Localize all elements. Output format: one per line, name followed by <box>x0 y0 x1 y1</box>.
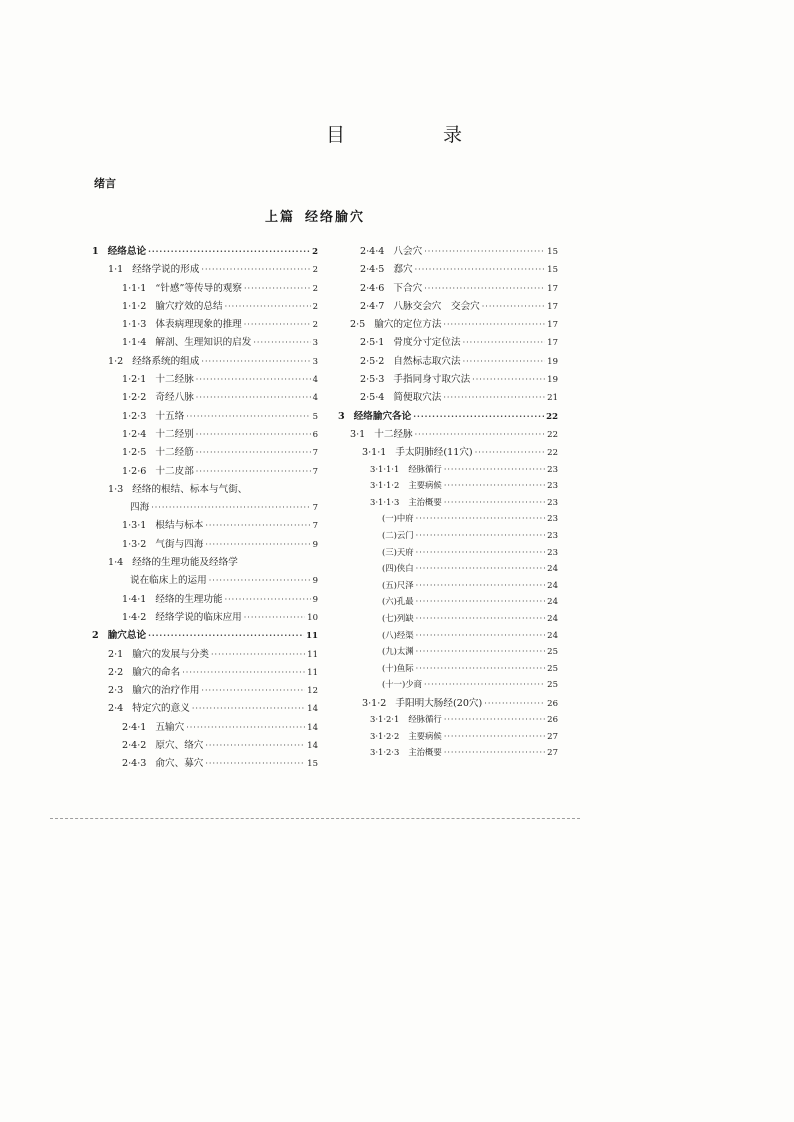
toc-leader-dots <box>472 375 545 384</box>
toc-leader-dots <box>416 564 546 573</box>
toc-entry <box>338 629 558 646</box>
toc-leader-dots <box>484 699 545 708</box>
toc-leader-dots <box>424 284 545 293</box>
toc-entry <box>92 243 318 261</box>
toc-entry <box>92 591 318 609</box>
toc-entry <box>338 562 558 579</box>
toc-entry-page: 23 <box>547 547 558 558</box>
toc-entry <box>92 554 318 572</box>
toc-entry-page: 24 <box>547 630 558 641</box>
toc-entry-title: 腧穴的命名 <box>132 666 181 678</box>
toc-entry-page: 24 <box>547 564 558 575</box>
toc-entry <box>338 463 558 480</box>
toc-leader-dots <box>416 647 546 656</box>
toc-entry-page: 23 <box>547 530 558 541</box>
toc-entry <box>338 316 558 334</box>
toc-leader-dots <box>463 338 546 347</box>
toc-leader-dots <box>475 448 545 457</box>
toc-entry-title: 体表病理现象的推理 <box>155 319 242 331</box>
toc-entry-title: 俞穴、募穴 <box>155 758 204 770</box>
toc-entry-page: 25 <box>547 680 558 691</box>
toc-entry-page: 25 <box>547 647 558 658</box>
toc-leader-dots <box>205 759 305 768</box>
toc-entry <box>92 334 318 352</box>
toc-entry-title: 下合穴 <box>393 282 423 294</box>
toc-entry <box>92 499 318 517</box>
part-title: 经络腧穴 <box>305 210 366 225</box>
toc-leader-dots <box>196 467 311 476</box>
toc-entry <box>92 280 318 298</box>
part-heading <box>265 206 365 225</box>
toc-leader-dots <box>244 613 305 622</box>
toc-entry-number: 2·5·1 <box>360 337 385 349</box>
toc-entry <box>338 426 558 444</box>
toc-entry-title: (二)云门 <box>382 529 414 540</box>
toc-leader-dots <box>415 265 546 274</box>
toc-entry-number: 3·1 <box>350 428 366 440</box>
toc-entry-number: 2·5·2 <box>360 355 385 367</box>
toc-entry-title: 十二经脉 <box>155 374 194 386</box>
toc-entry-number: 2·5 <box>350 319 366 331</box>
toc-entry-title: 手阳明大肠经(20穴) <box>395 697 483 709</box>
toc-entry-title: (八)经渠 <box>382 629 414 640</box>
toc-entry <box>338 371 558 389</box>
toc-entry-title: 十二经筋 <box>155 447 194 459</box>
toc-entry-title: 经络学说的形成 <box>132 264 200 276</box>
toc-entry-number: 3·1·1·1 <box>370 463 400 474</box>
toc-entry-number: 1·2·6 <box>122 465 147 477</box>
toc-leader-dots <box>196 393 311 402</box>
toc-entry-number: 2·4·7 <box>360 300 385 312</box>
toc-entry-number: 1·3·1 <box>122 520 147 532</box>
toc-leader-dots <box>209 576 311 585</box>
toc-entry-page: 12 <box>307 686 318 697</box>
toc-entry-number: 2·4·2 <box>122 740 147 752</box>
toc-entry <box>92 371 318 389</box>
toc-entry-title: 腧穴的发展与分类 <box>132 648 210 660</box>
toc-entry-title: 手指同身寸取穴法 <box>393 374 471 386</box>
toc-entry <box>338 408 558 426</box>
toc-entry-number: 1·2·1 <box>122 374 147 386</box>
toc-entry-page: 7 <box>312 466 318 477</box>
toc-entry-page: 2 <box>312 247 318 257</box>
toc-entry-title: 腧穴疗效的总结 <box>155 300 223 312</box>
toc-entry-page: 17 <box>547 301 558 312</box>
toc-entry-page: 7 <box>312 503 318 514</box>
toc-entry-number: 2·4·4 <box>360 246 385 257</box>
toc-entry-title: 四海 <box>130 502 150 514</box>
toc-entry <box>338 645 558 662</box>
toc-entry <box>338 730 558 747</box>
toc-entry-number: 1·4 <box>108 557 124 569</box>
toc-leader-dots <box>225 302 311 311</box>
toc-leader-dots <box>148 630 304 640</box>
toc-leader-dots <box>205 540 310 549</box>
toc-entry <box>92 389 318 407</box>
toc-entry-title: 根结与标本 <box>155 520 204 532</box>
toc-entry-number: 1·2·5 <box>122 447 147 459</box>
toc-leader-dots <box>424 680 545 689</box>
toc-entry <box>338 496 558 513</box>
toc-leader-dots <box>201 357 310 366</box>
toc-leader-dots <box>444 748 545 757</box>
toc-entry-title: (七)列缺 <box>382 612 414 623</box>
toc-entry <box>92 463 318 481</box>
toc-entry-page: 2 <box>312 265 318 276</box>
toc-leader-dots <box>416 597 546 606</box>
toc-entry-title: 特定穴的意义 <box>132 703 190 715</box>
toc-entry <box>338 746 558 763</box>
toc-leader-dots <box>463 357 546 366</box>
toc-entry-page: 24 <box>547 580 558 591</box>
toc-entry <box>92 700 318 718</box>
toc-entry-page: 11 <box>307 667 318 678</box>
toc-entry-number: 3·1·2·2 <box>370 730 400 741</box>
toc-entry <box>92 408 318 426</box>
toc-entry-number: 1·2·3 <box>122 410 147 422</box>
toc-entry-number: 2·4·1 <box>122 721 147 733</box>
toc-entry-page: 11 <box>306 631 318 642</box>
toc-entry-title: 八脉交会穴 交会穴 <box>393 300 480 312</box>
toc-entry <box>338 529 558 546</box>
toc-entry-page: 2 <box>312 320 318 331</box>
toc-entry <box>92 627 318 645</box>
toc-leader-dots <box>416 631 546 640</box>
toc-leader-dots <box>416 531 546 540</box>
toc-entry-title: 八会穴 <box>393 246 423 257</box>
toc-entry-title: (一)中府 <box>382 513 414 524</box>
toc-entry-number: 1·4·1 <box>122 593 147 605</box>
toc-entry <box>338 579 558 596</box>
toc-entry-title: 十二皮部 <box>155 465 194 477</box>
toc-leader-dots <box>151 503 310 512</box>
toc-entry <box>338 298 558 316</box>
toc-entry-page: 9 <box>312 576 318 587</box>
toc-leader-dots <box>416 664 546 673</box>
toc-entry-title: 主要病候 <box>408 480 442 491</box>
toc-entry-title: 原穴、络穴 <box>155 740 204 752</box>
toc-leader-dots <box>444 498 545 507</box>
toc-entry-number: 1·3·2 <box>122 538 147 550</box>
toc-leader-dots <box>416 614 546 623</box>
toc-leader-dots <box>196 448 311 457</box>
toc-leader-dots <box>416 581 546 590</box>
intro-heading: 绪言 <box>94 177 116 190</box>
toc-leader-dots <box>196 375 311 384</box>
toc-entry-page: 22 <box>547 429 558 440</box>
toc-leader-dots <box>416 548 546 557</box>
toc-entry-title: 十二经别 <box>155 428 194 440</box>
toc-entry-number: 1·1·1 <box>122 282 147 294</box>
scan-divider <box>50 818 580 820</box>
toc-entry-page: 19 <box>547 375 558 386</box>
toc-leader-dots <box>205 741 305 750</box>
toc-entry-page: 15 <box>307 759 318 770</box>
toc-entry-title: 主治概要 <box>408 747 442 758</box>
toc-leader-dots <box>444 715 545 724</box>
toc-entry-title: (九)太渊 <box>382 646 414 657</box>
toc-entry-title: 经脉循行 <box>408 714 442 725</box>
toc-leader-dots <box>424 247 545 256</box>
toc-leader-dots <box>444 481 545 490</box>
toc-entry-number: 2 <box>92 630 99 642</box>
toc-entry <box>92 682 318 700</box>
toc-entry-number: 2·4·3 <box>122 758 147 770</box>
toc-entry-number: 1·1·4 <box>122 337 147 349</box>
toc-entry-title: “针感”等传导的观察 <box>155 282 242 294</box>
toc-entry-page: 3 <box>312 356 318 367</box>
toc-leader-dots <box>444 732 545 741</box>
toc-entry-number: 2·5·4 <box>360 392 385 404</box>
toc-entry-title: 经脉循行 <box>408 463 442 474</box>
toc-entry <box>92 517 318 535</box>
toc-entry-number: 1·1·3 <box>122 319 147 331</box>
toc-entry <box>92 481 318 499</box>
toc-entry-page: 5 <box>312 411 318 422</box>
toc-entry-title: 经络总论 <box>107 246 147 257</box>
toc-entry-title: 奇经八脉 <box>155 392 194 404</box>
toc-entry <box>338 512 558 529</box>
toc-entry-page: 23 <box>547 481 558 492</box>
toc-entry <box>92 572 318 590</box>
toc-entry <box>92 353 318 371</box>
toc-entry-title: 主要病候 <box>408 730 442 741</box>
toc-entry <box>338 444 558 462</box>
toc-entry-number: 3·1·1 <box>362 447 387 459</box>
toc-entry <box>338 546 558 563</box>
toc-entry-page: 21 <box>547 393 558 404</box>
toc-entry-number: 1·2·2 <box>122 392 147 404</box>
toc-leader-dots <box>244 320 311 329</box>
toc-entry-page: 7 <box>312 521 318 532</box>
toc-entry <box>92 664 318 682</box>
toc-entry-page: 14 <box>307 741 318 752</box>
toc-entry-number: 1·4·2 <box>122 611 147 623</box>
toc-leader-dots <box>192 704 305 713</box>
toc-entry <box>338 243 558 261</box>
toc-leader-dots <box>443 320 545 329</box>
toc-entry-page: 25 <box>547 663 558 674</box>
toc-entry-title: (六)孔最 <box>382 596 414 607</box>
toc-entry-number: 2·4 <box>108 703 124 715</box>
toc-entry <box>338 353 558 371</box>
toc-entry-title: 解剖、生理知识的启发 <box>155 337 252 349</box>
toc-leader-dots <box>148 246 310 256</box>
toc-entry <box>92 316 318 334</box>
toc-leader-dots <box>244 284 311 293</box>
toc-leader-dots <box>444 465 545 474</box>
toc-entry-page: 7 <box>312 448 318 459</box>
toc-entry-number: 3·1·2·1 <box>370 714 400 725</box>
toc-entry <box>338 595 558 612</box>
toc-entry-number: 3·1·2 <box>362 697 387 709</box>
toc-entry <box>92 646 318 664</box>
toc-leader-dots <box>182 668 305 677</box>
toc-entry-title: 五输穴 <box>155 721 185 733</box>
toc-entry-title: 手太阴肺经(11穴) <box>395 447 473 459</box>
toc-leader-dots <box>253 338 310 347</box>
toc-entry <box>92 536 318 554</box>
toc-entry <box>92 755 318 773</box>
toc-entry-page: 15 <box>547 247 558 257</box>
toc-entry-page: 14 <box>307 722 318 733</box>
toc-leader-dots <box>482 302 545 311</box>
toc-entry-page: 9 <box>312 594 318 605</box>
toc-entry-number: 1 <box>92 246 99 257</box>
toc-entry-page: 19 <box>547 356 558 367</box>
toc-entry-page: 24 <box>547 597 558 608</box>
toc-entry-title: 腧穴的定位方法 <box>374 319 442 331</box>
toc-entry <box>92 737 318 755</box>
toc-entry-number: 3·1·2·3 <box>370 747 400 758</box>
toc-entry-page: 15 <box>547 265 558 276</box>
toc-entry-number: 2·1 <box>108 648 124 660</box>
toc-entry-page: 27 <box>547 731 558 742</box>
toc-entry-number: 3 <box>338 410 345 422</box>
toc-entry-title: (三)天府 <box>382 546 414 557</box>
toc-entry <box>338 713 558 730</box>
toc-entry <box>92 426 318 444</box>
toc-entry-title: 骨度分寸定位法 <box>393 337 461 349</box>
toc-entry-page: 27 <box>547 748 558 759</box>
toc-entry-page: 10 <box>307 612 318 623</box>
toc-entry-number: 3·1·1·3 <box>370 496 400 507</box>
toc-entry <box>338 695 558 713</box>
toc-entry-title: 气街与四海 <box>155 538 204 550</box>
toc-entry-page: 22 <box>547 448 558 459</box>
toc-entry-title: (五)尺泽 <box>382 579 414 590</box>
toc-entry-title: 腧穴总论 <box>107 630 147 642</box>
toc-entry <box>338 389 558 407</box>
toc-entry-page: 4 <box>312 375 318 386</box>
toc-entry-number: 2·5·3 <box>360 374 385 386</box>
toc-leader-dots <box>196 430 311 439</box>
toc-leader-dots <box>225 595 311 604</box>
toc-entry-title: 说在临床上的运用 <box>130 575 207 587</box>
toc-leader-dots <box>413 411 544 421</box>
toc-entry-page: 26 <box>547 715 558 726</box>
toc-leader-dots <box>415 430 546 439</box>
toc-entry-title: (四)侠白 <box>382 563 414 574</box>
toc-right-column <box>338 243 558 763</box>
toc-entry <box>338 280 558 298</box>
toc-entry-page: 23 <box>547 497 558 508</box>
toc-entry-title: (十)鱼际 <box>382 662 414 673</box>
toc-entry-number: 1·1·2 <box>122 300 147 312</box>
toc-leader-dots <box>211 650 305 659</box>
toc-entry-number: 3·1·1·2 <box>370 480 400 491</box>
toc-entry-title: 经络的生理功能 <box>155 593 223 605</box>
toc-entry-number: 1·3 <box>108 483 124 495</box>
toc-entry-page: 6 <box>312 429 318 440</box>
page-title: 目 录 <box>325 124 509 146</box>
toc-entry-page: 2 <box>312 283 318 294</box>
toc-entry-number: 2·3 <box>108 685 124 697</box>
toc-entry-page: 24 <box>547 613 558 624</box>
toc-entry-page: 22 <box>546 411 558 422</box>
toc-entry <box>338 334 558 352</box>
toc-entry-page: 9 <box>312 539 318 550</box>
toc-entry-number: 2·4·6 <box>360 282 385 294</box>
toc-entry-number: 2·2 <box>108 666 124 678</box>
toc-entry-title: 主治概要 <box>408 496 442 507</box>
toc-entry <box>338 479 558 496</box>
toc-leader-dots <box>443 393 545 402</box>
toc-entry <box>338 612 558 629</box>
toc-entry-page: 23 <box>547 514 558 525</box>
toc-entry-number: 1·2·4 <box>122 428 147 440</box>
toc-entry-title: 郄穴 <box>393 264 413 276</box>
toc-entry-number: 2·4·5 <box>360 264 385 276</box>
toc-entry-page: 17 <box>547 320 558 331</box>
toc-entry-page: 26 <box>547 698 558 709</box>
toc-entry-page: 17 <box>547 338 558 349</box>
toc-entry <box>92 298 318 316</box>
toc-entry <box>92 444 318 462</box>
toc-entry <box>338 261 558 279</box>
toc-leader-dots <box>186 723 305 732</box>
toc-leader-dots <box>201 686 305 695</box>
toc-entry <box>338 678 558 695</box>
toc-entry-title: 十五络 <box>155 410 185 422</box>
toc-entry-title: 简便取穴法 <box>393 392 442 404</box>
toc-entry-title: 经络学说的临床应用 <box>155 611 242 623</box>
toc-entry-page: 14 <box>307 704 318 715</box>
toc-entry-page: 17 <box>547 283 558 294</box>
toc-entry <box>92 719 318 737</box>
toc-entry-title: 十二经脉 <box>374 428 413 440</box>
toc-leader-dots <box>416 514 546 523</box>
toc-entry-title: 经络腧穴各论 <box>353 410 412 422</box>
toc-entry <box>338 662 558 679</box>
toc-left-column <box>92 243 318 774</box>
toc-entry-title: 腧穴的治疗作用 <box>132 685 200 697</box>
toc-entry <box>92 609 318 627</box>
toc-entry-title: 经络的生理功能及经络学 <box>132 557 238 569</box>
toc-entry-page: 3 <box>312 338 318 349</box>
toc-entry-title: 经络的根结、标本与气街、 <box>132 483 248 495</box>
toc-entry-title: (十一)少商 <box>382 679 423 690</box>
toc-entry-page: 11 <box>307 649 318 660</box>
toc-entry-page: 4 <box>312 393 318 404</box>
toc-leader-dots <box>186 412 310 421</box>
part-name: 上篇 <box>265 210 296 225</box>
toc-entry <box>92 261 318 279</box>
toc-entry-title: 自然标志取穴法 <box>393 355 461 367</box>
toc-entry-number: 1·1 <box>108 264 124 276</box>
toc-entry-number: 1·2 <box>108 355 124 367</box>
toc-leader-dots <box>205 521 310 530</box>
toc-entry-page: 2 <box>312 301 318 312</box>
toc-entry-title: 经络系统的组成 <box>132 355 200 367</box>
toc-leader-dots <box>201 265 310 274</box>
toc-entry-page: 23 <box>547 464 558 475</box>
